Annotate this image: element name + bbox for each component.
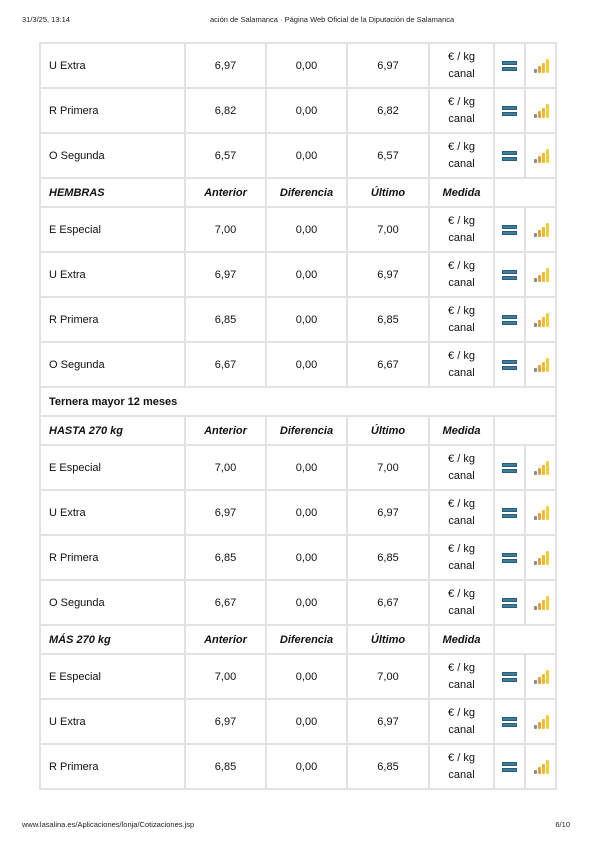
chart-view-cell[interactable] [526, 343, 557, 388]
category-name: U Extra [39, 42, 186, 89]
table-icon-row [502, 469, 517, 473]
unit-line-1: € / kg [448, 452, 475, 465]
bar-chart-icon[interactable] [533, 59, 549, 73]
unit-line-1: € / kg [448, 751, 475, 764]
bar-chart-icon-bar [538, 677, 541, 684]
price-table [39, 42, 557, 790]
table-icon-row [502, 157, 517, 161]
ultimo-value: 7,00 [348, 446, 430, 491]
table-row [39, 134, 557, 179]
bar-chart-icon[interactable] [533, 358, 549, 372]
price-table-body [39, 42, 557, 790]
unit-cell [430, 42, 495, 89]
bar-chart-icon[interactable] [533, 223, 549, 237]
chart-view-cell[interactable] [526, 298, 557, 343]
category-name: R Primera [39, 536, 186, 581]
bar-chart-icon[interactable] [533, 670, 549, 684]
bar-chart-icon-bar [534, 561, 537, 565]
header-empty-cell [495, 626, 557, 655]
bar-chart-icon-bar [534, 323, 537, 327]
bar-chart-icon-bar [546, 149, 549, 163]
chart-view-cell[interactable] [526, 208, 557, 253]
table-header-row [39, 626, 557, 655]
table-icon[interactable] [502, 552, 517, 564]
ultimo-value: 6,85 [348, 536, 430, 581]
bar-chart-icon-bar [542, 674, 545, 684]
unit-line-2: canal [448, 768, 475, 781]
unit-line-1: € / kg [448, 587, 475, 600]
unit-cell [430, 253, 495, 298]
diferencia-value: 0,00 [267, 700, 348, 745]
unit-line-1: € / kg [448, 214, 475, 227]
diferencia-value: 0,00 [267, 253, 348, 298]
ultimo-value: 6,97 [348, 491, 430, 536]
bar-chart-icon-bar [534, 278, 537, 282]
table-view-cell[interactable] [495, 491, 526, 536]
header-empty-cell [495, 417, 557, 446]
bar-chart-icon-bar [538, 468, 541, 475]
unit-line-1: € / kg [448, 542, 475, 555]
bar-chart-icon-bar [534, 516, 537, 520]
table-icon-row [502, 598, 517, 602]
unit-cell [430, 446, 495, 491]
table-icon-row [502, 276, 517, 280]
bar-chart-icon-bar [542, 510, 545, 520]
bar-chart-icon-bar [542, 465, 545, 475]
table-row [39, 42, 557, 89]
category-name: R Primera [39, 745, 186, 790]
anterior-value: 6,85 [186, 298, 267, 343]
table-icon-row [502, 315, 517, 319]
bar-chart-icon[interactable] [533, 461, 549, 475]
table-icon[interactable] [502, 60, 517, 72]
bar-chart-icon[interactable] [533, 760, 549, 774]
table-row [39, 745, 557, 790]
header-anterior: Anterior [186, 179, 267, 208]
bar-chart-icon-bar [542, 272, 545, 282]
bar-chart-icon-bar [538, 603, 541, 610]
category-name: U Extra [39, 253, 186, 298]
bar-chart-icon-bar [542, 63, 545, 73]
table-icon-row [502, 553, 517, 557]
table-row [39, 89, 557, 134]
table-row [39, 700, 557, 745]
group-header: MÁS 270 kg [39, 626, 186, 655]
unit-line-2: canal [448, 559, 475, 572]
unit-cell [430, 700, 495, 745]
anterior-value: 6,97 [186, 253, 267, 298]
chart-view-cell[interactable] [526, 655, 557, 700]
unit-line-2: canal [448, 67, 475, 80]
header-medida: Medida [430, 417, 495, 446]
table-view-cell[interactable] [495, 89, 526, 134]
anterior-value: 7,00 [186, 446, 267, 491]
bar-chart-icon-bar [546, 358, 549, 372]
unit-cell [430, 298, 495, 343]
anterior-value: 6,97 [186, 491, 267, 536]
table-icon-row [502, 508, 517, 512]
category-name: O Segunda [39, 581, 186, 626]
anterior-value: 6,82 [186, 89, 267, 134]
table-icon[interactable] [502, 105, 517, 117]
table-icon[interactable] [502, 462, 517, 474]
table-row [39, 536, 557, 581]
ultimo-value: 6,97 [348, 42, 430, 89]
table-view-cell[interactable] [495, 446, 526, 491]
bar-chart-icon-bar [538, 230, 541, 237]
table-icon-row [502, 360, 517, 364]
bar-chart-icon-bar [542, 317, 545, 327]
section-title: Ternera mayor 12 meses [39, 388, 557, 417]
chart-view-cell[interactable] [526, 745, 557, 790]
diferencia-value: 0,00 [267, 208, 348, 253]
table-icon-row [502, 514, 517, 518]
chart-view-cell[interactable] [526, 134, 557, 179]
bar-chart-icon-bar [534, 770, 537, 774]
bar-chart-icon[interactable] [533, 551, 549, 565]
anterior-value: 6,57 [186, 134, 267, 179]
category-name: E Especial [39, 655, 186, 700]
page-title: ación de Salamanca · Página Web Oficial de la Diputación de Salamanca [210, 15, 455, 24]
section-row [39, 388, 557, 417]
table-row [39, 581, 557, 626]
bar-chart-icon-bar [542, 764, 545, 774]
bar-chart-icon-bar [534, 471, 537, 475]
category-name: U Extra [39, 700, 186, 745]
diferencia-value: 0,00 [267, 491, 348, 536]
table-icon-row [502, 678, 517, 682]
table-icon-row [502, 106, 517, 110]
bar-chart-icon-bar [538, 156, 541, 163]
group-header: HASTA 270 kg [39, 417, 186, 446]
unit-cell [430, 655, 495, 700]
unit-line-2: canal [448, 321, 475, 334]
table-icon-row [502, 67, 517, 71]
bar-chart-icon[interactable] [533, 268, 549, 282]
table-icon-row [502, 61, 517, 65]
bar-chart-icon-bar [546, 313, 549, 327]
bar-chart-icon-bar [546, 506, 549, 520]
table-icon-row [502, 723, 517, 727]
table-view-cell[interactable] [495, 208, 526, 253]
table-view-cell[interactable] [495, 42, 526, 89]
unit-line-1: € / kg [448, 95, 475, 108]
bar-chart-icon-bar [534, 368, 537, 372]
table-icon[interactable] [502, 150, 517, 162]
diferencia-value: 0,00 [267, 134, 348, 179]
bar-chart-icon-bar [546, 461, 549, 475]
unit-line-2: canal [448, 157, 475, 170]
table-view-cell[interactable] [495, 343, 526, 388]
table-icon-row [502, 762, 517, 766]
table-view-cell[interactable] [495, 253, 526, 298]
bar-chart-icon[interactable] [533, 596, 549, 610]
bar-chart-icon-bar [534, 680, 537, 684]
header-ultimo: Último [348, 179, 430, 208]
table-icon[interactable] [502, 671, 517, 683]
bar-chart-icon-bar [538, 275, 541, 282]
table-icon-row [502, 463, 517, 467]
bar-chart-icon-bar [534, 159, 537, 163]
anterior-value: 6,67 [186, 581, 267, 626]
diferencia-value: 0,00 [267, 536, 348, 581]
ultimo-value: 6,67 [348, 343, 430, 388]
category-name: E Especial [39, 446, 186, 491]
bar-chart-icon-bar [538, 66, 541, 73]
table-icon[interactable] [502, 314, 517, 326]
bar-chart-icon-bar [538, 320, 541, 327]
unit-line-2: canal [448, 678, 475, 691]
header-empty-cell [495, 179, 557, 208]
bar-chart-icon[interactable] [533, 313, 549, 327]
header-medida: Medida [430, 626, 495, 655]
bar-chart-icon-bar [546, 551, 549, 565]
unit-cell [430, 343, 495, 388]
anterior-value: 6,97 [186, 42, 267, 89]
header-diferencia: Diferencia [267, 179, 348, 208]
unit-line-2: canal [448, 276, 475, 289]
table-view-cell[interactable] [495, 536, 526, 581]
table-icon-row [502, 231, 517, 235]
bar-chart-icon-bar [542, 227, 545, 237]
unit-line-1: € / kg [448, 661, 475, 674]
chart-view-cell[interactable] [526, 42, 557, 89]
diferencia-value: 0,00 [267, 298, 348, 343]
table-row [39, 446, 557, 491]
bar-chart-icon[interactable] [533, 104, 549, 118]
ultimo-value: 6,67 [348, 581, 430, 626]
unit-line-1: € / kg [448, 349, 475, 362]
table-icon-row [502, 768, 517, 772]
table-icon[interactable] [502, 269, 517, 281]
unit-line-2: canal [448, 366, 475, 379]
table-icon-row [502, 225, 517, 229]
category-name: E Especial [39, 208, 186, 253]
table-view-cell[interactable] [495, 745, 526, 790]
header-diferencia: Diferencia [267, 417, 348, 446]
table-header-row [39, 417, 557, 446]
header-medida: Medida [430, 179, 495, 208]
category-name: R Primera [39, 89, 186, 134]
ultimo-value: 6,85 [348, 745, 430, 790]
page-url: www.lasalina.es/Aplicaciones/lonja/Cotizaciones.jsp [22, 820, 195, 829]
table-icon-row [502, 151, 517, 155]
unit-line-2: canal [448, 231, 475, 244]
diferencia-value: 0,00 [267, 343, 348, 388]
group-header: HEMBRAS [39, 179, 186, 208]
ultimo-value: 6,57 [348, 134, 430, 179]
bar-chart-icon-bar [542, 153, 545, 163]
bar-chart-icon-bar [546, 715, 549, 729]
bar-chart-icon-bar [538, 558, 541, 565]
header-ultimo: Último [348, 626, 430, 655]
ultimo-value: 7,00 [348, 655, 430, 700]
table-icon-row [502, 559, 517, 563]
unit-line-2: canal [448, 723, 475, 736]
diferencia-value: 0,00 [267, 581, 348, 626]
table-icon[interactable] [502, 716, 517, 728]
diferencia-value: 0,00 [267, 745, 348, 790]
anterior-value: 6,85 [186, 536, 267, 581]
table-row [39, 343, 557, 388]
bar-chart-icon-bar [538, 365, 541, 372]
unit-line-1: € / kg [448, 497, 475, 510]
unit-line-1: € / kg [448, 140, 475, 153]
table-row [39, 655, 557, 700]
diferencia-value: 0,00 [267, 655, 348, 700]
bar-chart-icon-bar [546, 223, 549, 237]
header-diferencia: Diferencia [267, 626, 348, 655]
bar-chart-icon[interactable] [533, 506, 549, 520]
table-row [39, 491, 557, 536]
anterior-value: 7,00 [186, 655, 267, 700]
table-icon[interactable] [502, 761, 517, 773]
bar-chart-icon-bar [542, 600, 545, 610]
bar-chart-icon-bar [546, 104, 549, 118]
page-number: 6/10 [555, 820, 570, 829]
bar-chart-icon-bar [534, 725, 537, 729]
chart-view-cell[interactable] [526, 581, 557, 626]
bar-chart-icon-bar [542, 555, 545, 565]
bar-chart-icon-bar [546, 760, 549, 774]
unit-line-2: canal [448, 514, 475, 527]
diferencia-value: 0,00 [267, 89, 348, 134]
diferencia-value: 0,00 [267, 42, 348, 89]
unit-line-1: € / kg [448, 259, 475, 272]
table-icon[interactable] [502, 597, 517, 609]
ultimo-value: 6,97 [348, 253, 430, 298]
header-anterior: Anterior [186, 417, 267, 446]
table-icon[interactable] [502, 507, 517, 519]
bar-chart-icon-bar [538, 722, 541, 729]
table-header-row [39, 179, 557, 208]
unit-cell [430, 491, 495, 536]
category-name: R Primera [39, 298, 186, 343]
table-icon-row [502, 672, 517, 676]
unit-line-1: € / kg [448, 706, 475, 719]
bar-chart-icon-bar [542, 108, 545, 118]
anterior-value: 7,00 [186, 208, 267, 253]
table-icon-row [502, 270, 517, 274]
table-row [39, 253, 557, 298]
unit-line-1: € / kg [448, 50, 475, 63]
table-icon-row [502, 321, 517, 325]
bar-chart-icon-bar [538, 111, 541, 118]
unit-cell [430, 89, 495, 134]
chart-view-cell[interactable] [526, 446, 557, 491]
bar-chart-icon[interactable] [533, 149, 549, 163]
header-ultimo: Último [348, 417, 430, 446]
unit-cell [430, 745, 495, 790]
bar-chart-icon-bar [546, 670, 549, 684]
unit-cell [430, 134, 495, 179]
ultimo-value: 6,85 [348, 298, 430, 343]
bar-chart-icon[interactable] [533, 715, 549, 729]
table-view-cell[interactable] [495, 298, 526, 343]
bar-chart-icon-bar [542, 719, 545, 729]
chart-view-cell[interactable] [526, 491, 557, 536]
table-icon-row [502, 604, 517, 608]
category-name: O Segunda [39, 343, 186, 388]
print-datetime: 31/3/25, 13:14 [22, 15, 70, 24]
ultimo-value: 7,00 [348, 208, 430, 253]
category-name: O Segunda [39, 134, 186, 179]
bar-chart-icon-bar [534, 114, 537, 118]
table-view-cell[interactable] [495, 655, 526, 700]
table-icon-row [502, 717, 517, 721]
bar-chart-icon-bar [538, 767, 541, 774]
ultimo-value: 6,97 [348, 700, 430, 745]
bar-chart-icon-bar [542, 362, 545, 372]
unit-line-1: € / kg [448, 304, 475, 317]
bar-chart-icon-bar [534, 606, 537, 610]
chart-view-cell[interactable] [526, 89, 557, 134]
bar-chart-icon-bar [534, 69, 537, 73]
table-icon[interactable] [502, 224, 517, 236]
unit-cell [430, 581, 495, 626]
chart-view-cell[interactable] [526, 536, 557, 581]
chart-view-cell[interactable] [526, 700, 557, 745]
table-view-cell[interactable] [495, 134, 526, 179]
table-icon-row [502, 112, 517, 116]
table-view-cell[interactable] [495, 581, 526, 626]
header-anterior: Anterior [186, 626, 267, 655]
category-name: U Extra [39, 491, 186, 536]
table-row [39, 208, 557, 253]
anterior-value: 6,67 [186, 343, 267, 388]
bar-chart-icon-bar [546, 59, 549, 73]
bar-chart-icon-bar [534, 233, 537, 237]
table-icon[interactable] [502, 359, 517, 371]
unit-line-2: canal [448, 604, 475, 617]
table-icon-row [502, 366, 517, 370]
ultimo-value: 6,82 [348, 89, 430, 134]
unit-cell [430, 536, 495, 581]
unit-cell [430, 208, 495, 253]
bar-chart-icon-bar [538, 513, 541, 520]
diferencia-value: 0,00 [267, 446, 348, 491]
unit-line-2: canal [448, 112, 475, 125]
unit-line-2: canal [448, 469, 475, 482]
chart-view-cell[interactable] [526, 253, 557, 298]
table-row [39, 298, 557, 343]
table-view-cell[interactable] [495, 700, 526, 745]
bar-chart-icon-bar [546, 596, 549, 610]
bar-chart-icon-bar [546, 268, 549, 282]
anterior-value: 6,85 [186, 745, 267, 790]
anterior-value: 6,97 [186, 700, 267, 745]
